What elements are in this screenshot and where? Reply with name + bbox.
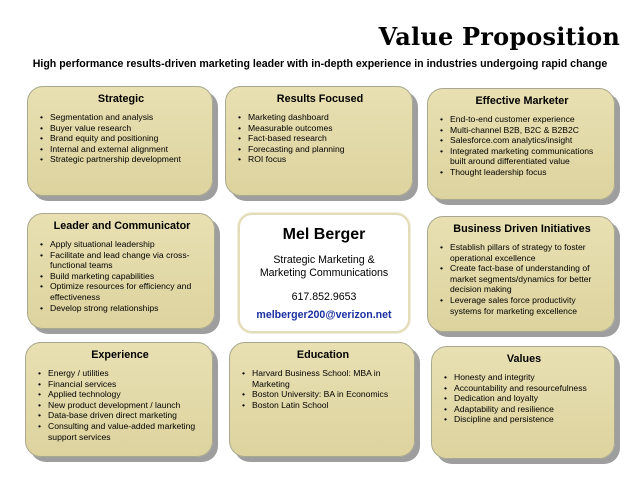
list-item: • Adaptability and resilience xyxy=(444,404,604,415)
list-item: • Harvard Business School: MBA in Marketing xyxy=(242,368,404,389)
contact-card xyxy=(238,213,410,333)
contact-email-link[interactable]: melberger200@verizon.net xyxy=(256,309,392,321)
card-title: Values xyxy=(506,353,542,365)
list-item: • Dedication and loyalty xyxy=(444,393,604,404)
contact-role-line1: Strategic Marketing & xyxy=(273,254,375,266)
list-item: • Apply situational leadership xyxy=(40,239,204,250)
list-item: • Measurable outcomes xyxy=(238,123,402,134)
list-item: • Build marketing capabilities xyxy=(40,271,204,282)
list-item: • Honesty and integrity xyxy=(444,372,604,383)
list-item: • Boston University: BA in Economics xyxy=(242,389,404,400)
card-strategic xyxy=(27,86,213,196)
list-item: • Consulting and value-added marketing support services xyxy=(38,421,202,442)
list-item: • Brand equity and positioning xyxy=(40,133,202,144)
list-item: • Buyer value research xyxy=(40,123,202,134)
list-item: • Strategic partnership development xyxy=(40,154,202,165)
list-item: • Establish pillars of strategy to foster operational excellence xyxy=(440,242,604,263)
list-item: • End-to-end customer experience xyxy=(440,114,604,125)
card-list xyxy=(38,368,202,442)
contact-role xyxy=(240,254,408,280)
card-leader-communicator xyxy=(27,213,215,329)
card-list xyxy=(440,114,604,178)
card-results-focused xyxy=(225,86,413,196)
list-item: • Data-base driven direct marketing xyxy=(38,410,202,421)
contact-role-line2: Marketing Communications xyxy=(259,267,389,279)
list-item: • New product development / launch xyxy=(38,400,202,411)
list-item: • Boston Latin School xyxy=(242,400,404,411)
card-title: Results Focused xyxy=(276,93,364,105)
list-item: • Discipline and persistence xyxy=(444,414,604,425)
list-item: • Applied technology xyxy=(38,389,202,400)
page-subtitle: High performance results-driven marketing leader with in-depth experience in industries undergoing rapid change xyxy=(32,58,608,70)
list-item: • Fact-based research xyxy=(238,133,402,144)
card-business-driven xyxy=(427,216,615,332)
list-item: • Energy / utilities xyxy=(38,368,202,379)
card-list xyxy=(440,242,604,316)
list-item: • Facilitate and lead change via cross-functional teams xyxy=(40,250,204,271)
list-item: • Internal and external alignment xyxy=(40,144,202,155)
card-effective-marketer xyxy=(427,88,615,200)
list-item: • Thought leadership focus xyxy=(440,167,604,178)
list-item: • Leverage sales force productivity systems for marketing excellence xyxy=(440,295,604,316)
card-list xyxy=(444,372,604,425)
page-title: Value Proposition xyxy=(378,22,620,51)
list-item: • Develop strong relationships xyxy=(40,303,204,314)
list-item: • Salesforce.com analytics/insight xyxy=(440,135,604,146)
list-item: • Integrated marketing communications built around differentiated value xyxy=(440,146,604,167)
card-title: Experience xyxy=(91,349,149,361)
card-education xyxy=(229,342,415,457)
card-title: Strategic xyxy=(97,93,145,105)
card-experience xyxy=(25,342,213,457)
contact-name: Mel Berger xyxy=(282,226,366,243)
card-title: Education xyxy=(296,349,350,361)
card-list xyxy=(40,239,204,313)
list-item: • Optimize resources for efficiency and effectiveness xyxy=(40,281,204,302)
list-item: • Segmentation and analysis xyxy=(40,112,202,123)
card-values xyxy=(431,346,615,459)
card-list xyxy=(242,368,404,410)
list-item: • Financial services xyxy=(38,379,202,390)
card-list xyxy=(238,112,402,165)
card-title: Business Driven Initiatives xyxy=(453,223,591,235)
list-item: • Marketing dashboard xyxy=(238,112,402,123)
list-item: • ROI focus xyxy=(238,154,402,165)
list-item: • Accountability and resourcefulness xyxy=(444,383,604,394)
contact-phone: 617.852.9653 xyxy=(291,291,357,303)
list-item: • Create fact-base of understanding of market segments/dynamics for better decision making xyxy=(440,263,604,295)
card-list xyxy=(40,112,202,165)
card-title: Effective Marketer xyxy=(475,95,569,107)
list-item: • Multi-channel B2B, B2C & B2B2C xyxy=(440,125,604,136)
list-item: • Forecasting and planning xyxy=(238,144,402,155)
card-title: Leader and Communicator xyxy=(53,220,191,232)
